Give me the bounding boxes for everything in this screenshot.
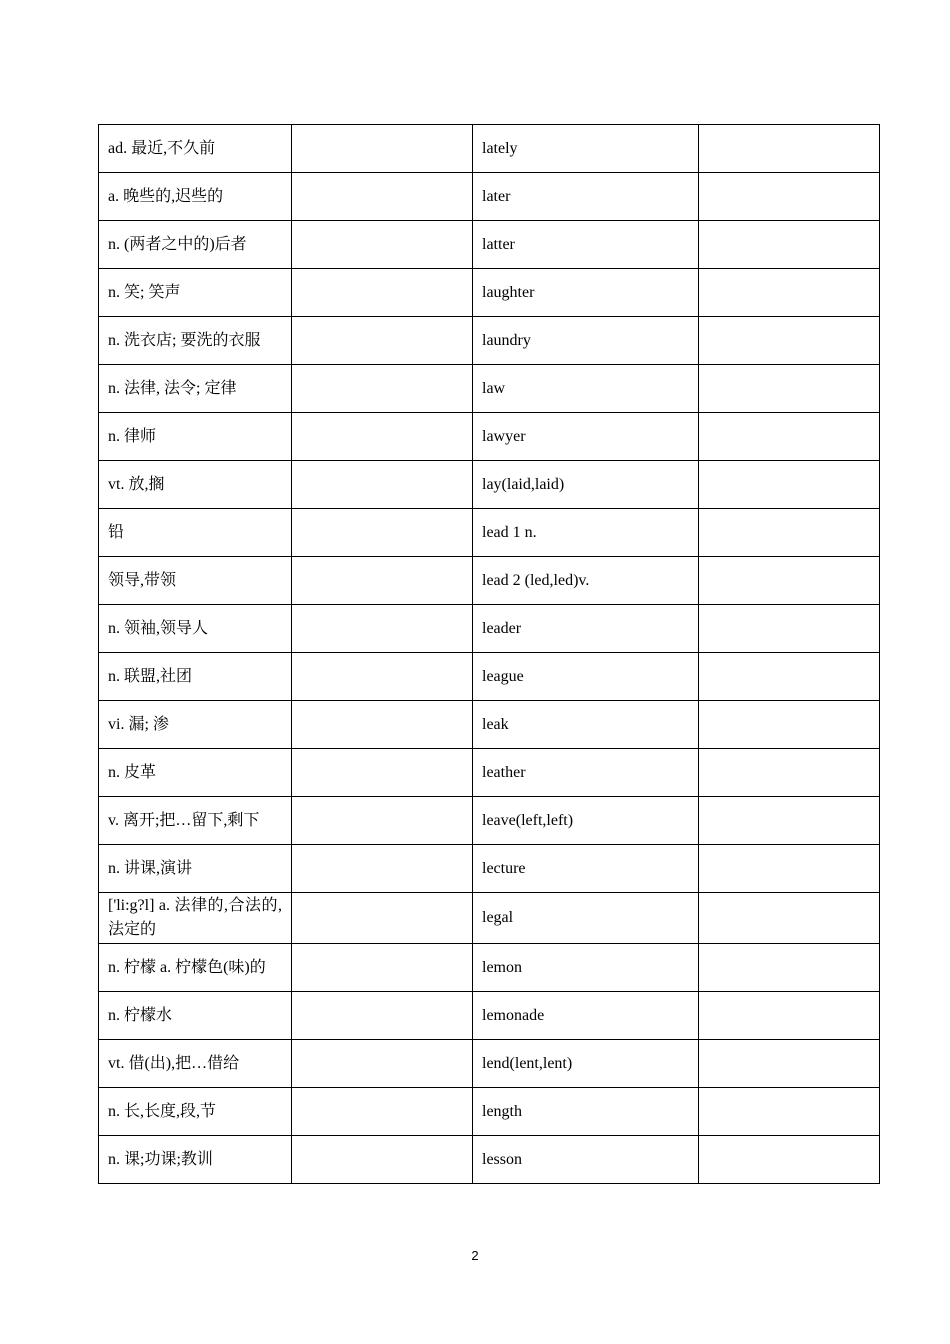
chinese-meaning-cell: n. 柠檬 a. 柠檬色(味)的 xyxy=(99,944,292,992)
answer-blank-cell xyxy=(292,125,473,173)
answer-blank-cell xyxy=(292,1040,473,1088)
chinese-meaning-cell: n. 法律, 法令; 定律 xyxy=(99,365,292,413)
chinese-meaning-cell: 领导,带领 xyxy=(99,557,292,605)
answer-blank-cell xyxy=(292,1088,473,1136)
table-row xyxy=(99,701,880,749)
chinese-meaning-cell: vi. 漏; 渗 xyxy=(99,701,292,749)
english-word-cell: lay(laid,laid) xyxy=(473,461,699,509)
answer-blank-cell xyxy=(292,944,473,992)
answer-blank-cell xyxy=(699,893,880,944)
answer-blank-cell xyxy=(292,845,473,893)
table-row xyxy=(99,317,880,365)
english-word-cell: latter xyxy=(473,221,699,269)
answer-blank-cell xyxy=(292,557,473,605)
answer-blank-cell xyxy=(699,605,880,653)
table-row xyxy=(99,269,880,317)
answer-blank-cell xyxy=(292,797,473,845)
chinese-meaning-cell: ['li:g?l] a. 法律的,合法的,法定的 xyxy=(99,893,292,944)
answer-blank-cell xyxy=(699,509,880,557)
answer-blank-cell xyxy=(699,1040,880,1088)
answer-blank-cell xyxy=(699,413,880,461)
answer-blank-cell xyxy=(699,944,880,992)
answer-blank-cell xyxy=(292,701,473,749)
english-word-cell: lemon xyxy=(473,944,699,992)
chinese-meaning-cell: n. 笑; 笑声 xyxy=(99,269,292,317)
english-word-cell: leak xyxy=(473,701,699,749)
table-row xyxy=(99,749,880,797)
table-row xyxy=(99,893,880,944)
chinese-meaning-cell: vt. 借(出),把…借给 xyxy=(99,1040,292,1088)
vocabulary-table-body xyxy=(99,125,880,1184)
answer-blank-cell xyxy=(292,461,473,509)
english-word-cell: lead 2 (led,led)v. xyxy=(473,557,699,605)
answer-blank-cell xyxy=(292,365,473,413)
chinese-meaning-cell: n. 课;功课;教训 xyxy=(99,1136,292,1184)
answer-blank-cell xyxy=(292,893,473,944)
table-row xyxy=(99,221,880,269)
answer-blank-cell xyxy=(292,749,473,797)
answer-blank-cell xyxy=(699,845,880,893)
english-word-cell: law xyxy=(473,365,699,413)
english-word-cell: lately xyxy=(473,125,699,173)
english-word-cell: length xyxy=(473,1088,699,1136)
table-row xyxy=(99,605,880,653)
answer-blank-cell xyxy=(292,269,473,317)
answer-blank-cell xyxy=(699,557,880,605)
table-row xyxy=(99,413,880,461)
answer-blank-cell xyxy=(699,173,880,221)
answer-blank-cell xyxy=(699,365,880,413)
answer-blank-cell xyxy=(699,269,880,317)
answer-blank-cell xyxy=(699,653,880,701)
table-row xyxy=(99,173,880,221)
english-word-cell: leave(left,left) xyxy=(473,797,699,845)
table-row xyxy=(99,1088,880,1136)
answer-blank-cell xyxy=(292,653,473,701)
table-row xyxy=(99,125,880,173)
answer-blank-cell xyxy=(699,701,880,749)
answer-blank-cell xyxy=(699,1136,880,1184)
table-row xyxy=(99,1040,880,1088)
table-row xyxy=(99,944,880,992)
english-word-cell: lead 1 n. xyxy=(473,509,699,557)
answer-blank-cell xyxy=(292,173,473,221)
chinese-meaning-cell: n. 联盟,社团 xyxy=(99,653,292,701)
table-row xyxy=(99,653,880,701)
table-row xyxy=(99,1136,880,1184)
english-word-cell: leather xyxy=(473,749,699,797)
chinese-meaning-cell: vt. 放,搁 xyxy=(99,461,292,509)
chinese-meaning-cell: ad. 最近,不久前 xyxy=(99,125,292,173)
answer-blank-cell xyxy=(292,992,473,1040)
english-word-cell: league xyxy=(473,653,699,701)
english-word-cell: lesson xyxy=(473,1136,699,1184)
table-row xyxy=(99,365,880,413)
english-word-cell: lecture xyxy=(473,845,699,893)
answer-blank-cell xyxy=(699,317,880,365)
vocabulary-table xyxy=(98,124,880,1184)
english-word-cell: lend(lent,lent) xyxy=(473,1040,699,1088)
answer-blank-cell xyxy=(699,992,880,1040)
chinese-meaning-cell: a. 晚些的,迟些的 xyxy=(99,173,292,221)
answer-blank-cell xyxy=(292,413,473,461)
answer-blank-cell xyxy=(292,317,473,365)
chinese-meaning-cell: n. 领袖,领导人 xyxy=(99,605,292,653)
chinese-meaning-cell: n. 柠檬水 xyxy=(99,992,292,1040)
chinese-meaning-cell: n. 讲课,演讲 xyxy=(99,845,292,893)
chinese-meaning-cell: n. (两者之中的)后者 xyxy=(99,221,292,269)
answer-blank-cell xyxy=(292,1136,473,1184)
answer-blank-cell xyxy=(699,797,880,845)
table-row xyxy=(99,992,880,1040)
table-row xyxy=(99,845,880,893)
page-number: 2 xyxy=(471,1248,479,1263)
english-word-cell: later xyxy=(473,173,699,221)
english-word-cell: leader xyxy=(473,605,699,653)
answer-blank-cell xyxy=(699,461,880,509)
english-word-cell: laughter xyxy=(473,269,699,317)
table-row xyxy=(99,557,880,605)
chinese-meaning-cell: n. 长,长度,段,节 xyxy=(99,1088,292,1136)
chinese-meaning-cell: n. 洗衣店; 要洗的衣服 xyxy=(99,317,292,365)
table-row xyxy=(99,461,880,509)
answer-blank-cell xyxy=(699,221,880,269)
table-row xyxy=(99,797,880,845)
chinese-meaning-cell: n. 皮革 xyxy=(99,749,292,797)
english-word-cell: lawyer xyxy=(473,413,699,461)
chinese-meaning-cell: 铅 xyxy=(99,509,292,557)
english-word-cell: legal xyxy=(473,893,699,944)
answer-blank-cell xyxy=(292,509,473,557)
answer-blank-cell xyxy=(699,1088,880,1136)
english-word-cell: laundry xyxy=(473,317,699,365)
chinese-meaning-cell: n. 律师 xyxy=(99,413,292,461)
answer-blank-cell xyxy=(292,221,473,269)
answer-blank-cell xyxy=(292,605,473,653)
answer-blank-cell xyxy=(699,749,880,797)
table-row xyxy=(99,509,880,557)
answer-blank-cell xyxy=(699,125,880,173)
english-word-cell: lemonade xyxy=(473,992,699,1040)
chinese-meaning-cell: v. 离开;把…留下,剩下 xyxy=(99,797,292,845)
